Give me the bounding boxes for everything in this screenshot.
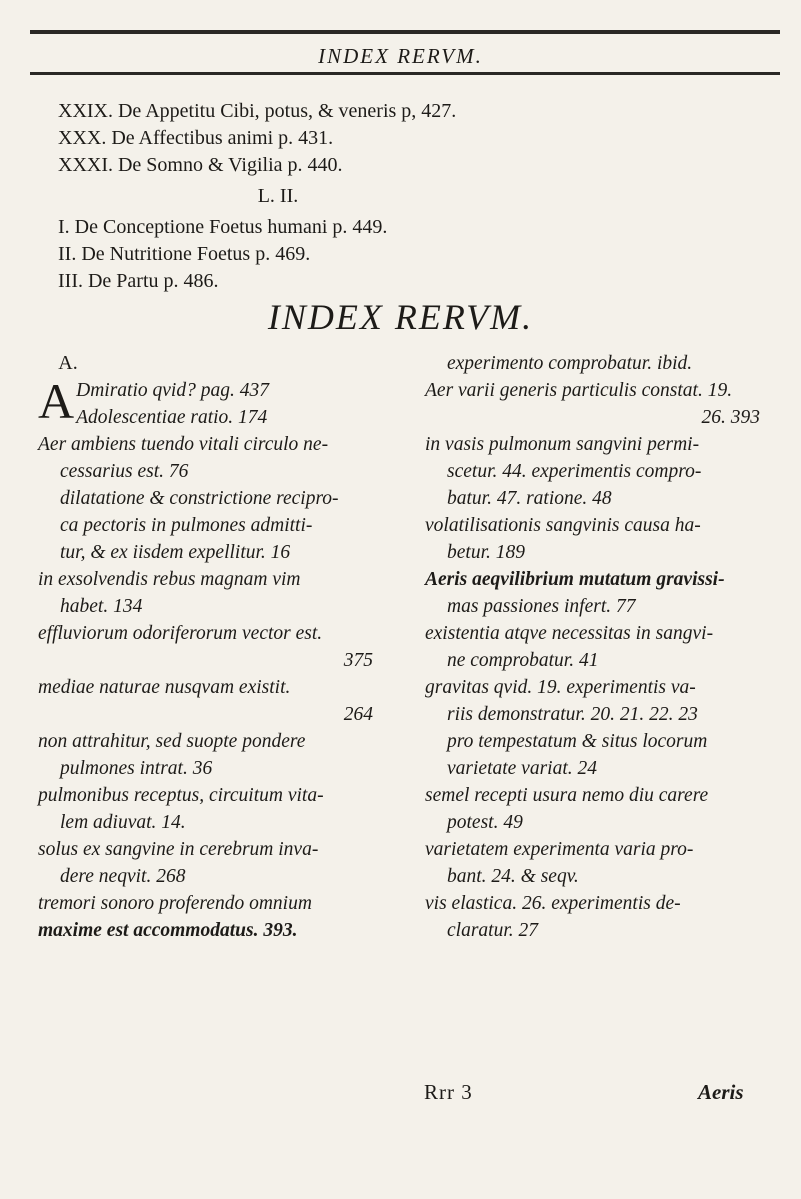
index-entry: varietatem experimenta varia pro- <box>425 839 694 860</box>
running-title: INDEX RERVM. <box>318 44 483 68</box>
index-entry-cont: mas passiones infert. 77 <box>447 596 636 617</box>
page-number: 26. 393 <box>701 407 760 428</box>
index-entry: dilatatione & constrictione recipro- <box>60 488 339 509</box>
left-column <box>38 350 383 944</box>
section-letter: A. <box>58 352 78 374</box>
index-entry: effluviorum odoriferorum vector est. <box>38 623 323 644</box>
index-entry-cont: tur, & ex iisdem expellitur. 16 <box>60 542 291 563</box>
index-entry: existentia atqve necessitas in sangvi- <box>425 623 714 644</box>
index-entry: solus ex sangvine in cerebrum inva- <box>38 839 319 860</box>
page-number: 375 <box>343 650 373 671</box>
index-entry: Aeris aeqvilibrium mutatum gravissi- <box>425 569 725 590</box>
index-entry-cont: dere neqvit. 268 <box>60 866 186 887</box>
index-entry: mediae naturae nusqvam existit. <box>38 677 291 698</box>
index-entry: vis elastica. 26. experimentis de- <box>425 893 681 914</box>
index-entry: pulmonibus receptus, circuitum vita- <box>38 785 324 806</box>
index-entry: tremori sonoro proferendo omnium <box>38 893 312 914</box>
index-entry-cont: cessarius est. 76 <box>60 461 189 482</box>
book-heading: L. II. <box>257 185 299 207</box>
right-column <box>425 350 770 944</box>
index-entry-cont: maxime est accommodatus. 393. <box>38 920 298 941</box>
toc-item: XXIX. De Appetitu Cibi, potus, & veneris p, 427. <box>58 100 457 122</box>
index-entry: non attrahitur, sed suopte pondere <box>38 731 306 752</box>
index-entry-cont: potest. 49 <box>447 812 523 833</box>
toc-item: XXXI. De Somno & Vigilia p. 440. <box>58 154 343 176</box>
header-rule-bottom <box>30 72 780 75</box>
index-entry: in exsolvendis rebus magnam vim <box>38 569 301 590</box>
index-entry: gravitas qvid. 19. experimentis va- <box>425 677 696 698</box>
index-entry: Adolescentiae ratio. 174 <box>76 407 268 428</box>
index-entry: Aer ambiens tuendo vitali circulo ne- <box>38 434 329 455</box>
index-entry-cont: lem adiuvat. 14. <box>60 812 186 833</box>
header-rule-top <box>30 30 780 34</box>
signature-mark: Rrr 3 <box>424 1080 473 1104</box>
index-entry-cont: ca pectoris in pulmones admitti- <box>60 515 313 536</box>
toc-item: I. De Conceptione Foetus humani p. 449. <box>58 216 388 238</box>
index-entry-cont: bant. 24. & seqv. <box>447 866 579 887</box>
catchword: Aeris <box>698 1080 744 1104</box>
index-entry: semel recepti usura nemo diu carere <box>425 785 709 806</box>
drop-cap: A <box>38 373 75 429</box>
page-number: 264 <box>343 704 373 725</box>
index-entry-cont: riis demonstratur. 20. 21. 22. 23 <box>447 704 698 725</box>
index-entry: in vasis pulmonum sangvini permi- <box>425 434 700 455</box>
index-entry-cont: batur. 47. ratione. 48 <box>447 488 612 509</box>
toc-item: XXX. De Affectibus animi p. 431. <box>58 127 334 149</box>
index-entry: volatilisationis sangvinis causa ha- <box>425 515 701 536</box>
index-entry-cont: varietate variat. 24 <box>447 758 598 779</box>
index-entry: A Dmiratio qvid? pag. 437 <box>38 373 269 429</box>
index-entry: pro tempestatum & situs locorum <box>447 731 708 752</box>
toc-item: III. De Partu p. 486. <box>58 270 219 292</box>
index-entry: Aer varii generis particulis constat. 19. <box>425 380 733 401</box>
chapter-list <box>58 98 758 295</box>
index-entry-cont: experimento comprobatur. ibid. <box>447 353 693 374</box>
index-entry-cont: scetur. 44. experimentis compro- <box>447 461 702 482</box>
index-entry-cont: ne comprobatur. 41 <box>447 650 599 671</box>
index-entry-cont: habet. 134 <box>60 596 143 617</box>
index-entry-cont: pulmones intrat. 36 <box>60 758 213 779</box>
index-entry-cont: claratur. 27 <box>447 920 539 941</box>
toc-item: II. De Nutritione Foetus p. 469. <box>58 243 311 265</box>
index-title: INDEX RERVM. <box>267 297 534 337</box>
index-entry-cont: betur. 189 <box>447 542 525 563</box>
